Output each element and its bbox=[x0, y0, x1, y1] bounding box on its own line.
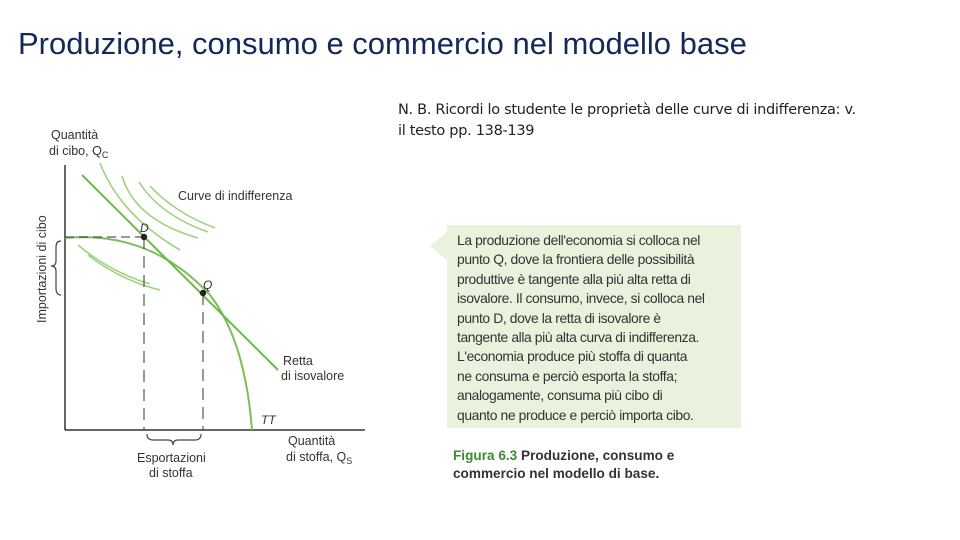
production-frontier bbox=[65, 237, 252, 430]
isovalue-label-line1: Retta bbox=[283, 354, 313, 368]
figure-caption bbox=[453, 447, 753, 483]
x-axis-label-line1: Quantità bbox=[288, 434, 336, 448]
indifference-curve-5 bbox=[78, 245, 150, 284]
caption-line: quanto ne produce e perciò importa cibo. bbox=[457, 406, 694, 423]
caption-line: punto Q, dove la frontiera delle possibilità bbox=[457, 251, 695, 268]
x-axis-label-line2: di stoffa, $Q_S$ bbox=[286, 450, 353, 466]
exports-label-line1: Esportazioni bbox=[137, 451, 206, 465]
exports-label-line2: di stoffa bbox=[149, 466, 193, 480]
caption-line: La produzione dell'economia si colloca nel bbox=[457, 232, 700, 248]
isovalue-label-line2: di isovalore bbox=[281, 369, 345, 383]
isovalue-line bbox=[82, 175, 278, 370]
note-line-2: il testo pp. 138-139 bbox=[398, 123, 535, 139]
frontier-label: TT bbox=[261, 413, 276, 427]
caption-line: isovalore. Il consumo, invece, si colloca nel bbox=[457, 290, 705, 307]
note-line-1: N. B. Ricordi lo studente le proprietà delle curve di indifferenza: v. bbox=[398, 102, 856, 118]
caption-line: tangente alla più alta curva di indifferenza. bbox=[457, 329, 699, 346]
y-axis-label-line1: Quantità bbox=[51, 128, 99, 142]
caption-line: L'economia produce più stoffa di quanta bbox=[457, 348, 688, 365]
caption-line: ne consuma e perciò esporta la stoffa; bbox=[457, 367, 678, 384]
indifference-curve-2 bbox=[122, 176, 198, 238]
indifference-label: Curve di indifferenza bbox=[178, 189, 293, 203]
point-d-label: D bbox=[140, 221, 149, 235]
y-axis-label-line2: di cibo, $Q_C$ bbox=[49, 144, 109, 160]
slide-title: Produzione, consumo e commercio nel modello base bbox=[18, 26, 747, 61]
figure-title-line1: Produzione, consumo e bbox=[521, 448, 675, 463]
figure-number: Figura 6.3 bbox=[453, 448, 518, 463]
caption-text bbox=[457, 231, 741, 425]
exports-brace bbox=[147, 434, 201, 445]
point-q-label: Q bbox=[203, 278, 213, 292]
figure-title-line2: commercio nel modello di base. bbox=[453, 466, 660, 481]
caption-pointer bbox=[430, 232, 447, 260]
caption-line: analogamente, consuma più cibo di bbox=[457, 387, 663, 404]
caption-line: produttive è tangente alla più alta retta di bbox=[457, 270, 691, 287]
caption-line: punto D, dove la retta di isovalore è bbox=[457, 309, 661, 326]
imports-label: Importazioni di cibo bbox=[35, 215, 49, 323]
imports-brace bbox=[51, 241, 61, 295]
